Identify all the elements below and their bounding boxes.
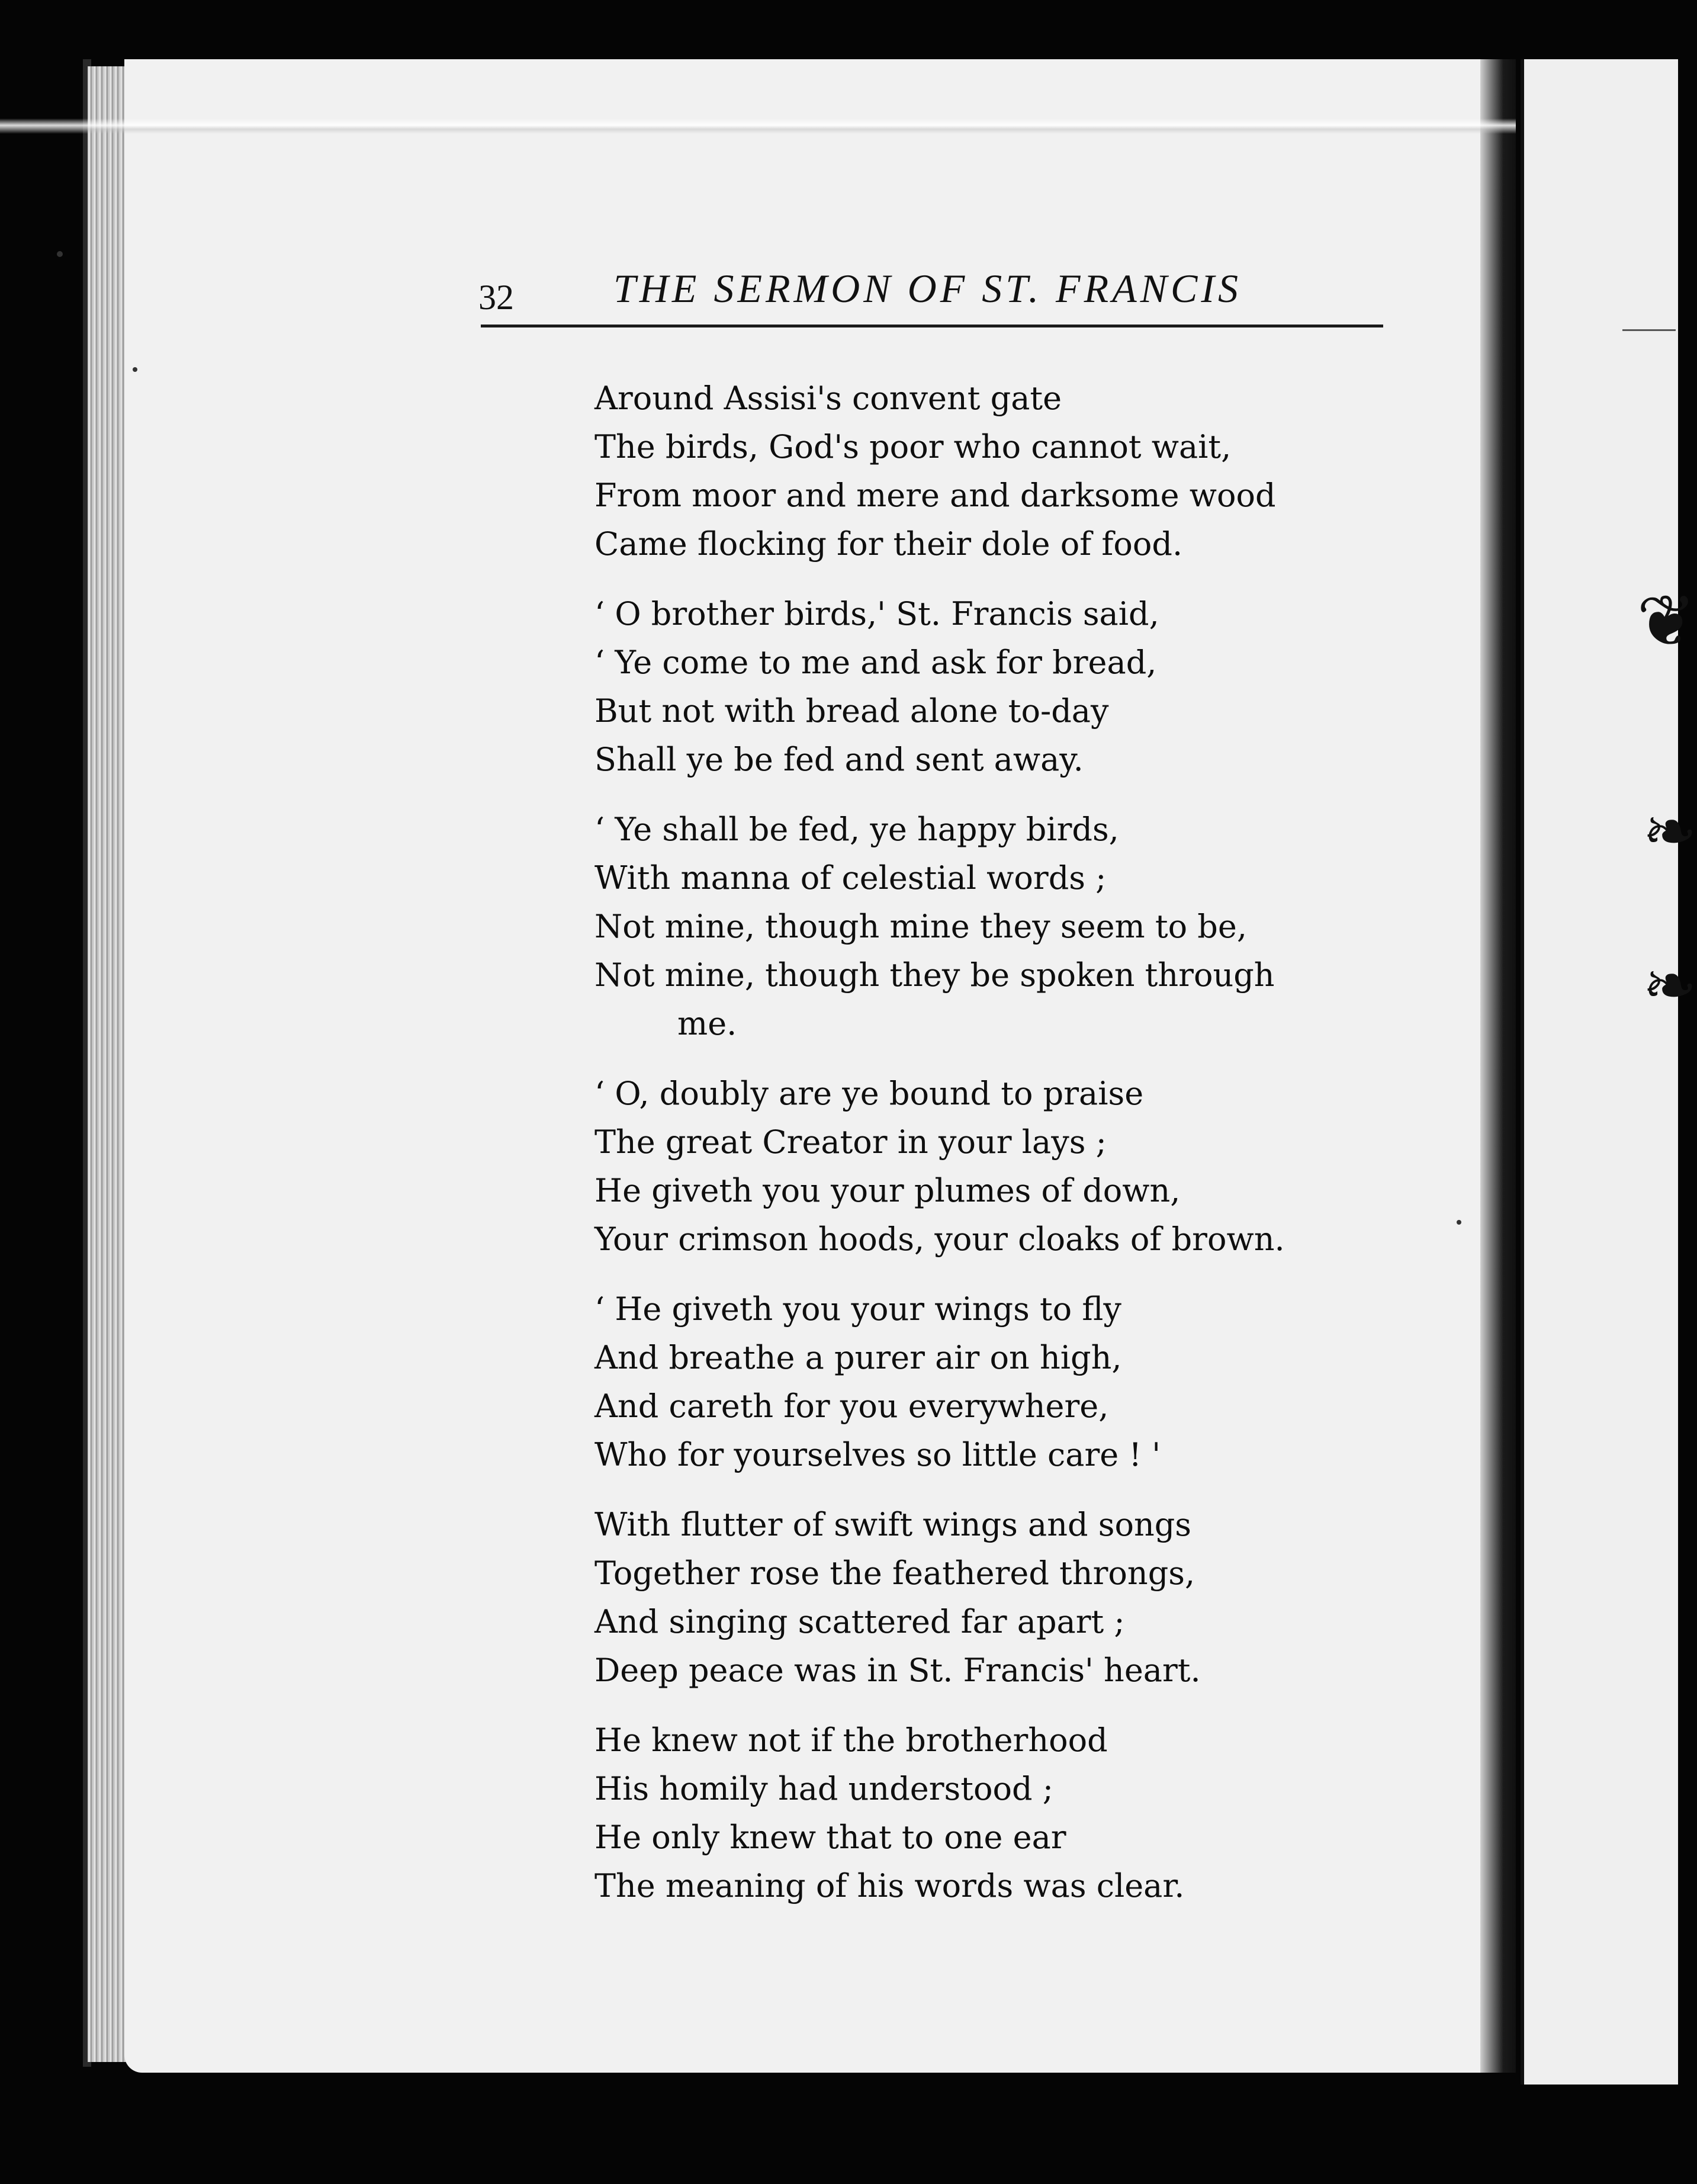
stanza-1 xyxy=(594,374,1400,569)
poem-line: Deep peace was in St. Francis' heart. xyxy=(594,1652,1201,1689)
header-rule xyxy=(481,325,1383,327)
page-edges xyxy=(88,66,129,2062)
running-title: THE SERMON OF ST. FRANCIS xyxy=(613,266,1242,311)
book-gutter xyxy=(1480,59,1516,2073)
poem-line: He giveth you your plumes of down, xyxy=(594,1172,1181,1209)
poem-line: And singing scattered far apart ; xyxy=(594,1603,1125,1640)
poem-line: ‘ Ye come to me and ask for bread, xyxy=(594,644,1157,681)
dust-speck xyxy=(57,251,63,257)
ornament-fragment-3: ❧ xyxy=(1643,948,1697,1023)
poem-line: With manna of celestial words ; xyxy=(594,859,1107,897)
poem-body xyxy=(594,374,1400,1932)
stanza-7 xyxy=(594,1716,1400,1910)
poem-line: Together rose the feathered throngs, xyxy=(594,1555,1195,1592)
stanza-3 xyxy=(594,805,1400,1048)
ornament-fragment-2: ❧ xyxy=(1643,794,1697,869)
poem-line: ‘ Ye shall be fed, ye happy birds, xyxy=(594,811,1119,848)
poem-line: He knew not if the brotherhood xyxy=(594,1721,1108,1759)
stanza-5 xyxy=(594,1285,1400,1479)
poem-line-continuation: me. xyxy=(677,1005,737,1042)
scan-glare-band xyxy=(0,118,1516,134)
poem-line: Shall ye be fed and sent away. xyxy=(594,741,1084,778)
poem-line: And breathe a purer air on high, xyxy=(594,1339,1122,1376)
poem-line: Came flocking for their dole of food. xyxy=(594,525,1183,563)
poem-line: But not with bread alone to-day xyxy=(594,692,1109,730)
poem-line: He only knew that to one ear xyxy=(594,1819,1066,1856)
poem-line: ‘ He giveth you your wings to fly xyxy=(594,1290,1121,1328)
poem-line: Around Assisi's convent gate xyxy=(594,380,1062,417)
dust-speck xyxy=(1457,1220,1461,1225)
stanza-2 xyxy=(594,590,1400,784)
stanza-4 xyxy=(594,1069,1400,1264)
right-page-edge xyxy=(1521,59,1697,2085)
poem-line: Your crimson hoods, your cloaks of brown. xyxy=(594,1221,1285,1258)
page-header xyxy=(478,265,1378,319)
poem-line: Not mine, though mine they seem to be, xyxy=(594,908,1247,945)
poem-line: The great Creator in your lays ; xyxy=(594,1123,1107,1161)
page-number: 32 xyxy=(478,278,514,317)
poem-line: Not mine, though they be spoken through xyxy=(594,956,1275,994)
dust-speck xyxy=(133,367,137,372)
poem-line: The meaning of his words was clear. xyxy=(594,1867,1185,1904)
poem-line: And careth for you everywhere, xyxy=(594,1388,1109,1425)
poem-line: Who for yourselves so little care ! ' xyxy=(594,1436,1161,1473)
poem-line: ‘ O, doubly are ye bound to praise xyxy=(594,1075,1144,1112)
poem-line: His homily had understood ; xyxy=(594,1770,1053,1807)
stanza-6 xyxy=(594,1501,1400,1695)
ornament-fragment-1: ❦ xyxy=(1637,580,1696,663)
poem-line: ‘ O brother birds,' St. Francis said, xyxy=(594,595,1159,632)
right-page-rule xyxy=(1622,329,1676,331)
poem-line: With flutter of swift wings and songs xyxy=(594,1506,1192,1543)
poem-line: The birds, God's poor who cannot wait, xyxy=(594,428,1232,465)
poem-line: From moor and mere and darksome wood xyxy=(594,477,1276,514)
